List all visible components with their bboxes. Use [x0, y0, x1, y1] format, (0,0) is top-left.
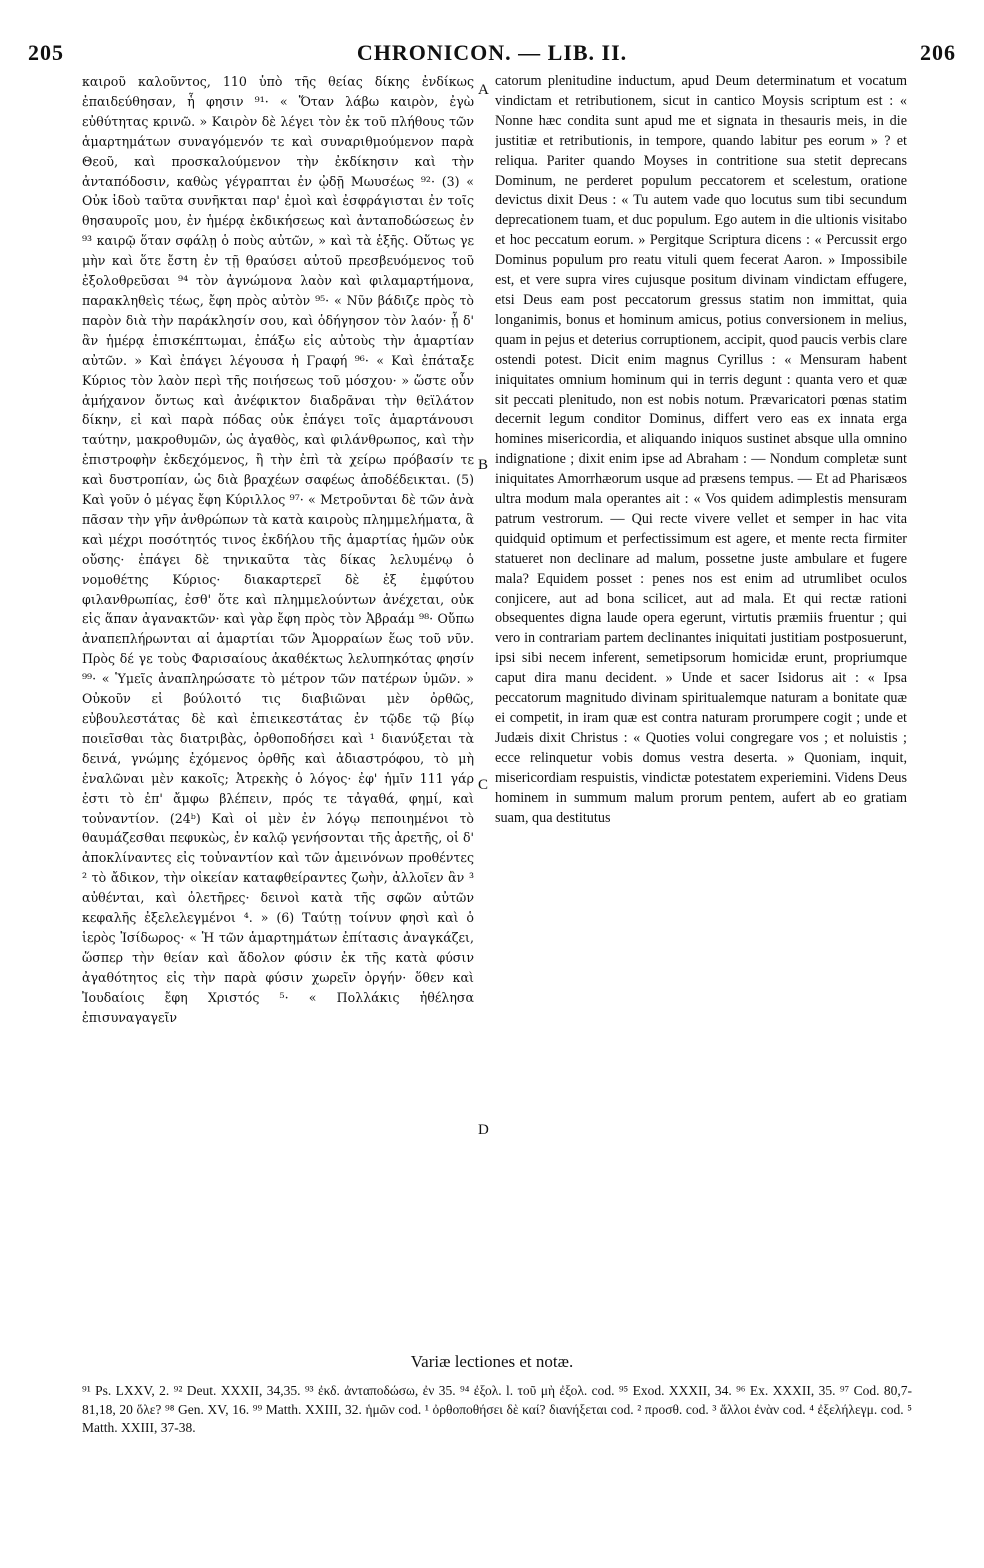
margin-marker-a: A [478, 82, 489, 98]
greek-text: καιροῦ καλοῦντος, 110 ὑπὸ τῆς θείας δίκης ἐνδίκως ἐπαιδεύθησαν, ἧ φησιν ⁹¹· « Ὅταν λάβω καιρὸν, ἐγὼ εὐθύτητας κρινῶ. » Καιρὸν δὲ λέγει τὸν ἐκ τοῦ πλήθους τῶν ἁμαρτημάτων συναγόμενόν τε καὶ συναριθμούμενον παρὰ Θεοῦ, καὶ προσκαλούμενον τὴν ἐκδίκησιν καὶ τὴν ἀνταπόδοσιν, καθὼς γέγραπται ἐν ᾠδῇ Μωυσέως ⁹²· (3) « Οὐκ ἰδοὺ ταῦτα συνῆκται παρ' ἐμοὶ καὶ ἐσφράγισται ἐν τοῖς θησαυροῖς μου, ἐν ἡμέρᾳ ἐκδικήσεως καὶ ἀνταποδώσεως ἐν ⁹³ καιρῷ ὅταν σφάλῃ ὁ ποὺς αὐτῶν, » καὶ τὰ ἑξῆς. Οὕτως γε μὴν καὶ ὅτε ἔστη ἐν τῇ θραύσει αὐτοῦ πρεσβευόμενος τοῦ ἐξολοθρεῦσαι ⁹⁴ τὸν ἀγνώμονα λαὸν καὶ φιλαμαρτήμονα, παρακληθεὶς τέως, ἔφη πρὸς αὐτὸν ⁹⁵· « Νῦν βάδιζε πρὸς τὸ παρὸν διὰ τὴν παράκλησίν σου, καὶ ὁδήγησον τὸν λαόν· ᾗ δ' ἂν ἡμέρᾳ ἐπισκέπτωμαι, ἐπάξω εἰς αὐτοὺς τὴν ἁμαρτίαν αὐτῶν. » Καὶ ἐπάγει λέγουσα ἡ Γραφή ⁹⁶· « Καὶ ἐπάταξε Κύριος τὸν λαὸν περὶ τῆς ποιήσεως τοῦ μόσχου· » ὥστε οὖν ἀμήχανον ὄντως καὶ ἀνέφικτον διαδρᾶναι τὴν θεϊλάτον δίκην, εἰ καὶ παρὰ πόδας οὐκ ἐπάγει τοῖς ἁμαρτάνουσι ταύτην, μακροθυμῶν, ὡς ἀγαθὸς, καὶ φιλάνθρωπος, καὶ τὴν ἐπιστροφὴν ἐκδεχόμενος, ἢ τὴν ἐπὶ τὰ χείρω πρόβασίν τε καὶ δυστροπίαν, ὡς διὰ βραχέων σαφέως ἀποδέδεικται. (5) Καὶ γοῦν ὁ μέγας ἔφη Κύριλλος ⁹⁷· « Μετροῦνται δὲ τῶν ἀνὰ πᾶσαν τὴν γῆν ἀνθρώπων τὰ κατὰ καιροὺς πλημμελήματα, ἃ καὶ μέχρι ποσότητός τινος ἐκδήλου τῆς ἁμαρτίας ἡμῶν οὐκ οὔσης· ἐπάγει δὲ τηνικαῦτα τὰς δίκας λελυμένῳ ὁ νομοθέτης Κύριος· διακαρτερεῖ δὲ ἐξ ἐμφύτου φιλανθρωπίας, ἐσθ' ὅτε καὶ πλημμελούντων ἀνέχεται, οὐκ εἰς ἅπαν ἀγανακτῶν· καὶ γὰρ ἔφη πρὸς τὸν Ἀβραάμ ⁹⁸· Οὔπω ἀναπεπλήρωνται αἱ ἁμαρτίαι τῶν Ἀμορραίων ἕως τοῦ νῦν. Πρὸς δέ γε τοὺς Φαρισαίους ἀκαθέκτως λελυπηκότας φησίν ⁹⁹· « Ὑμεῖς ἀναπληρώσατε τὸ μέτρον τῶν πατέρων ὑμῶν. » Οὐκοῦν εἰ βούλοιτό τις διαβιῶναι μὲν ὀρθῶς, εὐβουλεστάτας δὲ καὶ ἐπιεικεστάτας ἐν τῷδε τῷ βίῳ ποιεῖσθαι τὰς διατριβὰς, ὀρθοποδήσει καὶ ¹ διανύξεται τὰ δεινά, γνώμης ἐχόμενος ὀρθῆς καὶ ἀδιαστρόφου, τὸ μὴ ἐναλῶναι μὲν κακοῖς; Ἀτρεκὴς ὁ λόγος· ἐφ' ἡμῖν 111 γάρ ἐστι τὸ ἐπ' ἄμφω βλέπειν, πρός τε τἀγαθά, φημί, καὶ τοὐναντίον. (24ᵇ) Καὶ οἱ μὲν ἐν λόγῳ πεποιημένοι τὸ θαυμάζεσθαι πεφυκὼς, ἐν καλῷ γενήσονται τῆς ἀρετῆς, οἱ δ' ἀποκλίναντες εἰς τοὐναντίον καὶ τῶν ἀμεινόνων προθέντες ² τὸ ἄδικον, τὴν οἰκείαν καταφθείραντες ζωὴν, ἀλλοῖεν ἂν ³ αὐθένται, καὶ ὀλετῆρες· δεινοὶ κατὰ τῆς σφῶν αὐτῶν κεφαλῆς ἐξελελεγμένοι ⁴. » (6) Ταύτῃ τοίνυν φησὶ καὶ ὁ ἱερὸς Ἰσίδωρος· « Ἡ τῶν ἁμαρτημάτων ἐπίτασις ἀναγκάζει, ὥσπερ τὴν θείαν καὶ ἄδολον φύσιν ἐκ τῆς κατὰ φύσιν ἀγαθότητος εἰς τὴν παρὰ φύσιν χωρεῖν ὀργήν· ὅθεν καὶ Ἰουδαίοις ἔφη Χριστός ⁵· « Πολλάκις ἠθέλησα ἐπισυναγαγεῖν [82, 74, 474, 1025]
margin-markers [474, 72, 494, 1334]
page-header [28, 40, 956, 70]
margin-marker-b: B [478, 457, 489, 473]
page-number-right: 206 [920, 40, 956, 65]
latin-text: catorum plenitudine inductum, apud Deum determinatum et vocatum vindictam et retributionem, sicut in cantico Moysis scriptum est : « Nonne hæc condita sunt apud me et signata in thesauris meis, in die justitiæ et retributionis, in tempore, quando labitur pes eorum » ? et reliqua. Pariter quando Moyses in contritione sua stetit deprecans Dominum, ne perderet populum peccatorem et scelestum, oratione devictus dixit Deus : « Tu autem vade quo locutus sum tibi secundum deprecationem tuam, et duc populum. Ego autem in die ultionis visitabo et hoc peccatum eorum. » Pergitque Scriptura dicens : « Percussit ergo Dominus populum pro reatu vituli quem fecerat Aaron. » Impossibile est, et vere supra vires cujusque positum divinam vindictam effugere, etsi Deus eam post peccatorum gressus statim non immittat, quia longanimis, bonus et hominum amicus, potius conversionem in melius, quam in pejus et deterius corruptionem, accipit, quod paucis verbis clare ostendi potest. Dicit enim magnus Cyrillus : « Mensuram habent iniquitates omnium hominum qui in terris degunt : quanta vero et quæ sit peccati plenitudo, non est nobis notum. Prævaricatori pœnas statim decernit legum conditor Dominus, differt vero eas ex innata erga homines misericordia, et aliquando iniquos sustinet absque ulla omnino indignatione ; dixit enim ipse ad Abraham : — Nondum completæ sunt iniquitates Amorrhæorum usque ad præsens tempus. — Et ad Pharisæos ultra modum mala operantes ait : « Vos quidem adimplestis mensuram patrum vestrorum. — Qui recte vivere vellet et semper in hac vita quidquid optimum et perfectissimum est agere, et mente recta firmiter statueret non declinare ad malum, possetne juste ambulare et fugere mala? Equidem posset : penes nos est enim ad utrumlibet oculos conjicere, aut ad bona scilicet, aut ad mala. Et qui rectæ rationi obsequentes digna laude opera egerunt, virtutis præmiis fruentur ; qui vero in contrariam partem declinantes iniquitati justitiam postposuerunt, ipsi sibi necem inferent, semetipsorum homicidæ erunt, propriumque caput dira manu decident. » Unde et sacer Isidorus ait : « Ipsa peccatorum magnitudo divinam spiritualemque naturam a bonitate quæ ei competit, in iram quæ est contra naturam prorumpere cogit ; unde et Judæis dixit Christus : « Quoties volui congregare vos ; et noluistis ; ecce relinquetur vobis domus vestra deserta. » Quoniam, inquit, misericordiam respuistis, vindictæ potestatem experiemini. Videns Deus hominem in summum malum prorum pentem, aufert ab eo gratiam suam, qua destitutus [495, 73, 907, 826]
notes-title: Variæ lectiones et notæ. [410, 1352, 574, 1371]
margin-marker-c: C [478, 777, 489, 793]
running-title: CHRONICON. — LIB. II. [356, 40, 628, 65]
greek-text-column [82, 72, 474, 1334]
footnotes: ⁹¹ Ps. LXXV, 2. ⁹² Deut. XXXII, 34,35. ⁹³ ἐκδ. ἀνταποδώσω, ἐν 35. ⁹⁴ ἐξολ. l. τοῦ μὴ ἐξολ. cod. ⁹⁵ Exod. XXXII, 34. ⁹⁶ Ex. XXXII, 35. ⁹⁷ Cod. 80,7-81,18, 20 ὅλε? ⁹⁸ Gen. XV, 16. ⁹⁹ Matth. XXIII, 32. ἡμῶν cod. ¹ ὀρθοποθήσει δὲ καί? διανήξεται cod. ² προσθ. cod. ³ ἄλλοι ἐνὰν cod. ⁴ ἐξελήλεγμ. cod. ⁵ Matth. XXIII, 37-38. [82, 1383, 912, 1435]
latin-text-column [495, 72, 907, 1334]
margin-marker-d: D [478, 1122, 489, 1138]
page-number-left: 205 [28, 40, 64, 65]
